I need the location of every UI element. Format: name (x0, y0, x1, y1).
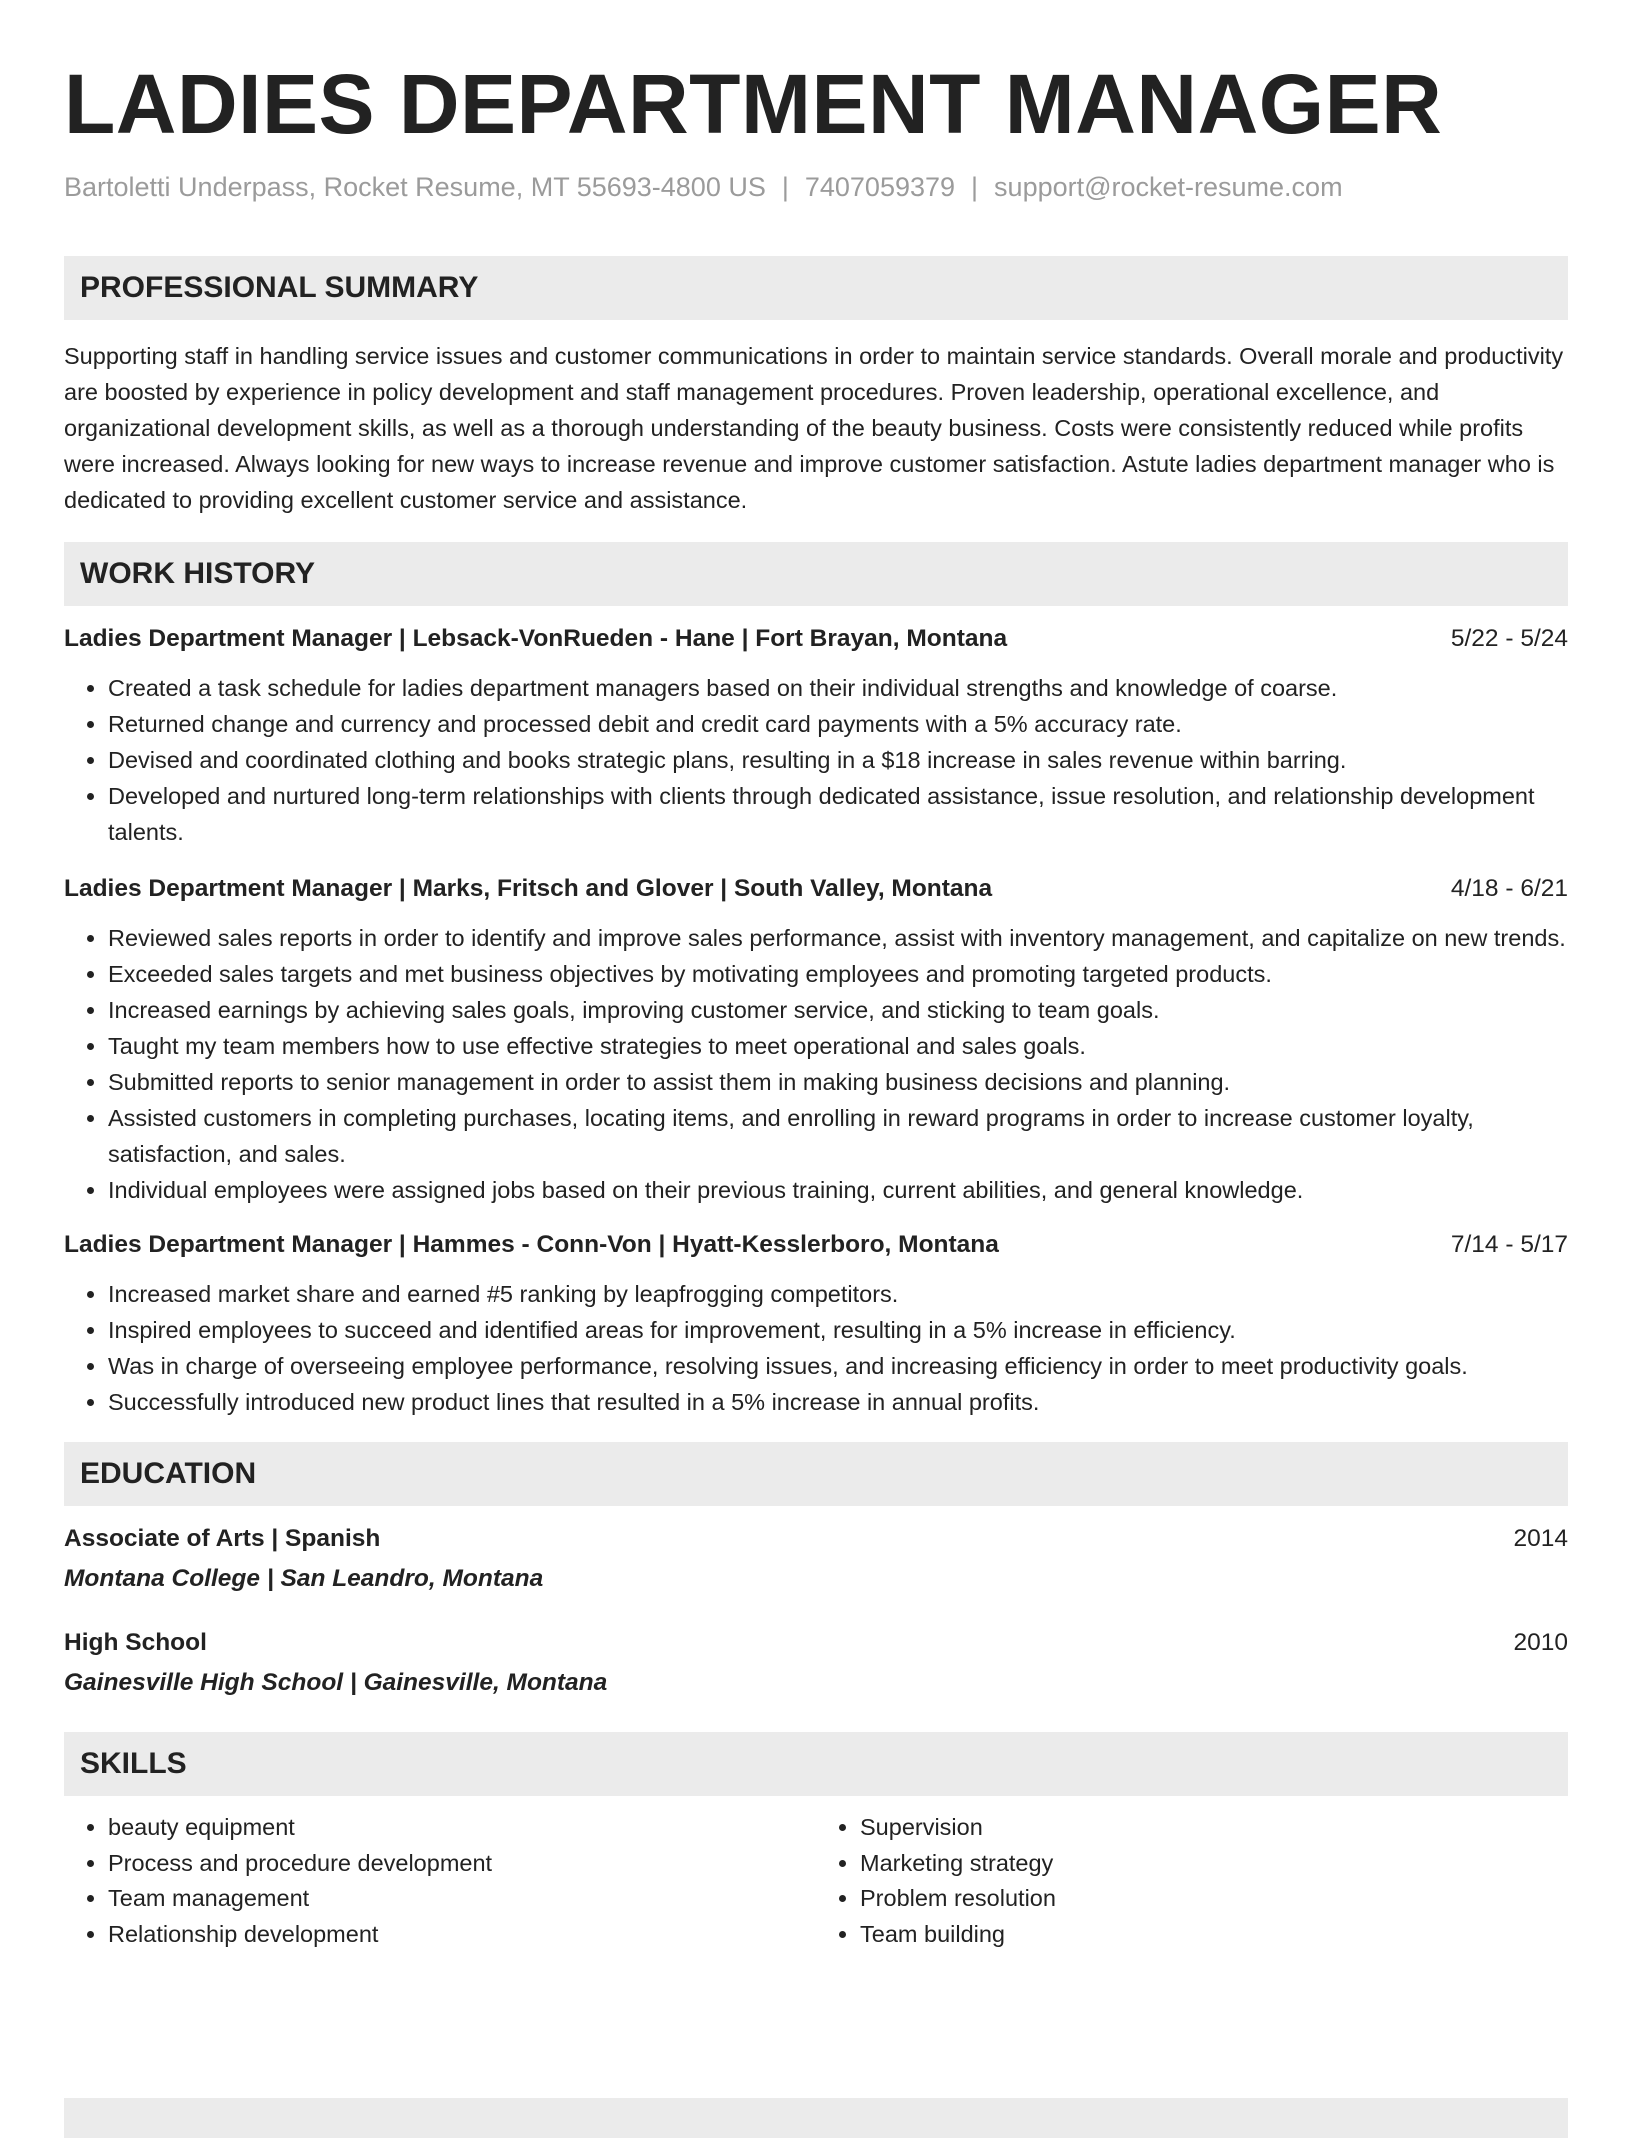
contact-line (64, 170, 1568, 204)
section-heading-next-cut-off (64, 2098, 1568, 2138)
skill-item: • Marketing strategy (860, 1846, 1568, 1882)
skill-item: • Process and procedure development (108, 1846, 816, 1882)
skill-item: • Relationship development (108, 1917, 816, 1953)
skill-item: • Team management (108, 1881, 816, 1917)
list-item: • Created a task schedule for ladies department managers based on their individual strengths and knowledge of coarse. (108, 670, 1568, 706)
list-item: • Submitted reports to senior management in order to assist them in making business decisions and planning. (108, 1064, 1568, 1100)
job-bullets (64, 920, 1568, 1208)
job-entry (64, 1228, 1568, 1420)
job-header (64, 872, 1568, 906)
list-item: • Reviewed sales reports in order to identify and improve sales performance, assist with inventory management, and capitalize on new trends. (108, 920, 1568, 956)
education-degree: High School (64, 1629, 207, 1656)
list-item: • Exceeded sales targets and met business objectives by motivating employees and promoting targeted products. (108, 956, 1568, 992)
skills-list-right (816, 1810, 1568, 1952)
job-dates: 5/22 - 5/24 (1450, 625, 1568, 652)
education-entry (64, 1522, 1568, 1596)
section-heading-summary: PROFESSIONAL SUMMARY (64, 256, 1568, 320)
job-entry (64, 872, 1568, 1208)
education-school: Gainesville High School | Gainesville, Montana (64, 1669, 608, 1696)
list-item: • Taught my team members how to use effective strategies to meet operational and sales goals. (108, 1028, 1568, 1064)
list-item: • Returned change and currency and processed debit and credit card payments with a 5% accuracy rate. (108, 706, 1568, 742)
education-header (64, 1522, 1568, 1556)
resume-title: LADIES DEPARTMENT MANAGER (64, 57, 1443, 151)
list-item: • Increased market share and earned #5 ranking by leapfrogging competitors. (108, 1276, 1568, 1312)
skills-list-left (64, 1810, 816, 1952)
skill-item: • beauty equipment (108, 1810, 816, 1846)
contact-separator: | (971, 172, 979, 202)
contact-phone: 7407059379 (804, 172, 956, 202)
job-entry (64, 622, 1568, 850)
list-item: • Was in charge of overseeing employee performance, resolving issues, and increasing efficiency in order to meet productivity goals. (108, 1348, 1568, 1384)
education-year: 2010 (1513, 1629, 1568, 1656)
skill-item: • Team building (860, 1917, 1568, 1953)
summary-text: Supporting staff in handling service issues and customer communications in order to maintain service standards. Overall morale and productivity are boosted by experience in policy development and staff management procedures. Proven leadership, operational excellence, and organizational development skills, as well as a thorough understanding of the beauty business. Costs were consistently reduced while profits were increased. Always looking for new ways to increase revenue and improve customer satisfaction. Astute ladies department manager who is dedicated to providing excellent customer service and assistance. (64, 343, 1564, 513)
job-header (64, 1228, 1568, 1262)
contact-address: Bartoletti Underpass, Rocket Resume, MT 55693-4800 US (64, 172, 766, 202)
education-header (64, 1626, 1568, 1660)
list-item: • Devised and coordinated clothing and books strategic plans, resulting in a $18 increase in sales revenue within barring. (108, 742, 1568, 778)
list-item: • Assisted customers in completing purchases, locating items, and enrolling in reward programs in order to increase customer loyalty, satisfaction, and sales. (108, 1100, 1568, 1172)
education-school: Montana College | San Leandro, Montana (64, 1565, 544, 1592)
job-dates: 7/14 - 5/17 (1450, 1231, 1568, 1258)
job-title: Ladies Department Manager | Hammes - Conn-Von | Hyatt-Kesslerboro, Montana (64, 1231, 999, 1258)
job-title: Ladies Department Manager | Lebsack-VonRueden - Hane | Fort Brayan, Montana (64, 625, 1008, 652)
list-item: • Individual employees were assigned jobs based on their previous training, current abilities, and general knowledge. (108, 1172, 1568, 1208)
job-header (64, 622, 1568, 656)
contact-email: support@rocket-resume.com (994, 172, 1343, 202)
section-heading-work: WORK HISTORY (64, 542, 1568, 606)
list-item: • Increased earnings by achieving sales goals, improving customer service, and sticking to team goals. (108, 992, 1568, 1028)
education-degree: Associate of Arts | Spanish (64, 1525, 381, 1552)
job-dates: 4/18 - 6/21 (1450, 875, 1568, 902)
list-item: • Inspired employees to succeed and identified areas for improvement, resulting in a 5% increase in efficiency. (108, 1312, 1568, 1348)
job-bullets (64, 1276, 1568, 1420)
education-year: 2014 (1513, 1525, 1568, 1552)
contact-separator: | (781, 172, 789, 202)
education-entry (64, 1626, 1568, 1700)
job-bullets (64, 670, 1568, 850)
section-heading-skills: SKILLS (64, 1732, 1568, 1796)
section-heading-education: EDUCATION (64, 1442, 1568, 1506)
list-item: • Successfully introduced new product lines that resulted in a 5% increase in annual profits. (108, 1384, 1568, 1420)
skills-columns (64, 1810, 1568, 1952)
list-item: • Developed and nurtured long-term relationships with clients through dedicated assistance, issue resolution, and relationship development talents. (108, 778, 1568, 850)
skill-item: • Supervision (860, 1810, 1568, 1846)
job-title: Ladies Department Manager | Marks, Fritsch and Glover | South Valley, Montana (64, 875, 993, 902)
skill-item: • Problem resolution (860, 1881, 1568, 1917)
